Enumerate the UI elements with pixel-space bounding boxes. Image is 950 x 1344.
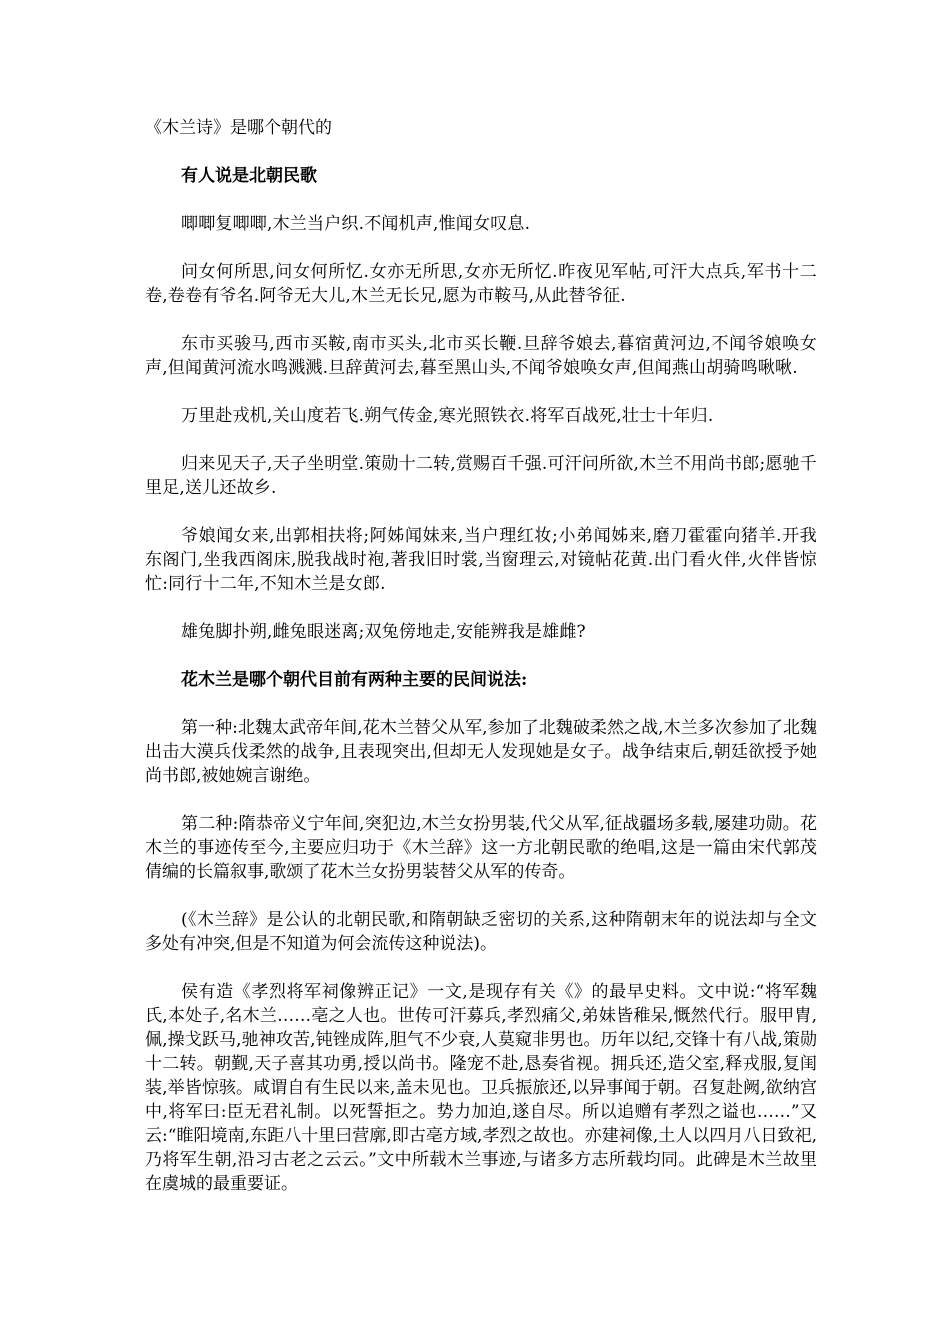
document-title: 《木兰诗》是哪个朝代的 xyxy=(145,118,332,138)
poem-paragraph: 东市买骏马,西市买鞍,南市买头,北市买长鞭.旦辞爷娘去,暮宿黄河边,不闻爷娘唤女声,但闻黄河流水鸣溅溅.旦辞黄河去,暮至黑山头,不闻爷娘唤女声,但闻燕山胡骑鸣啾啾. xyxy=(145,334,817,378)
poem-section xyxy=(145,212,817,644)
document-body xyxy=(145,116,817,1220)
prose-paragraph-second-theory: 第二种:隋恭帝义宁年间,突犯边,木兰女扮男装,代父从军,征战疆场多载,屡建功勋。花木兰的事迹传至今,主要应归功于《木兰辞》这一方北朝民歌的绝唱,这是一篇由宋代郭茂倩编的长篇叙事,歌颂了花木兰女扮男装替父从军的传奇。 xyxy=(145,814,817,882)
poem-paragraph: 爷娘闻女来,出郭相扶将;阿姊闻妹来,当户理红妆;小弟闻姊来,磨刀霍霍向猪羊.开我东阁门,坐我西阁床,脱我战时袍,著我旧时裳,当窗理云,对镜帖花黄.出门看火伴,火伴皆惊忙:同行十二年,不知木兰是女郎. xyxy=(145,526,817,594)
poem-paragraph: 问女何所思,问女何所忆.女亦无所思,女亦无所忆.昨夜见军帖,可汗大点兵,军书十二卷,卷卷有爷名.阿爷无大儿,木兰无长兄,愿为市鞍马,从此替爷征. xyxy=(145,262,817,306)
prose-paragraph-inscription: 侯有造《孝烈将军祠像辨正记》一文,是现存有关《》的最早史料。文中说:“将军魏氏,本处子,名木兰……亳之人也。世传可汗募兵,孝烈痛父,弟妹皆稚呆,慨然代行。服甲胄,佩,操戈跃马,驰神攻苦,钝锉成阵,胆气不少衰,人莫窥非男也。历年以纪,交锋十有八战,策勋十二转。朝觐,天子喜其功勇,授以尚书。隆宠不赴,恳奏省视。拥兵还,造父室,释戎服,复闺装,举皆惊骇。咸谓自有生民以来,盖未见也。卫兵振旅还,以异事闻于朝。召复赴阙,欲纳宫中,将军曰:臣无君礼制。以死誓拒之。势力加迫,遂自尽。所以追赠有孝烈之谥也……”又云:“睢阳境南,东距八十里曰营廓,即古亳方域,孝烈之故也。亦建祠像,土人以四月八日致祀,乃将军生朝,沿习古老之云云。”文中所载木兰事迹,与诸多方志所载均同。此碑是木兰故里在虞城的最重要证。 xyxy=(145,982,817,1194)
poem-paragraph: 唧唧复唧唧,木兰当户织.不闻机声,惟闻女叹息. xyxy=(181,214,531,234)
poem-paragraph: 万里赴戎机,关山度若飞.朔气传金,寒光照铁衣.将军百战死,壮士十年归. xyxy=(181,406,714,426)
poem-paragraph: 雄兔脚扑朔,雌兔眼迷离;双兔傍地走,安能辨我是雄雌? xyxy=(181,622,586,642)
prose-section xyxy=(145,716,817,1196)
prose-paragraph-first-theory: 第一种:北魏太武帝年间,花木兰替父从军,参加了北魏破柔然之战,木兰多次参加了北魏出击大漠兵伐柔然的战争,且表现突出,但却无人发现她是女子。战争结束后,朝廷欲授予她尚书郎,被她婉言谢绝。 xyxy=(145,718,817,786)
prose-paragraph-note: (《木兰辞》是公认的北朝民歌,和隋朝缺乏密切的关系,这种隋朝末年的说法却与全文多处有冲突,但是不知道为何会流传这种说法)。 xyxy=(145,910,817,954)
heading-northern-dynasty: 有人说是北朝民歌 xyxy=(181,166,317,186)
poem-paragraph: 归来见天子,天子坐明堂.策勋十二转,赏赐百千强.可汗问所欲,木兰不用尚书郎;愿驰千里足,送儿还故乡. xyxy=(145,454,817,498)
heading-two-theories: 花木兰是哪个朝代目前有两种主要的民间说法: xyxy=(181,670,528,690)
